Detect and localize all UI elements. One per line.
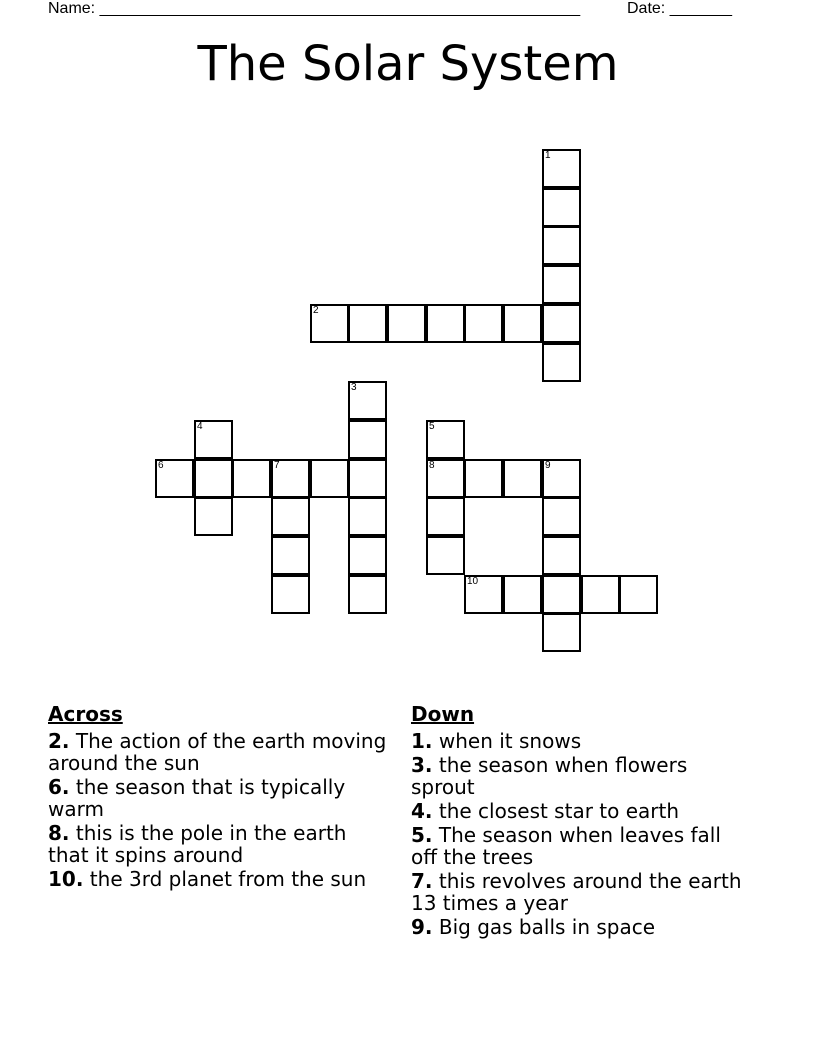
clue-text: the closest star to earth [432,799,680,823]
crossword-cell[interactable] [194,459,233,498]
crossword-cell[interactable] [542,536,581,575]
clue-number: 9 [545,460,551,471]
clue-text: The action of the earth moving around the sun [48,729,387,775]
clue-number: 8. [48,821,70,845]
clue-number: 6 [158,460,164,471]
clue-number: 10 [467,576,479,587]
crossword-cell[interactable] [310,459,349,498]
clue-number: 4 [197,421,203,432]
crossword-cell[interactable] [348,536,387,575]
across-clues [48,702,388,892]
crossword-cell[interactable] [542,459,581,498]
across-clue-list [48,730,388,890]
down-clue [411,730,751,752]
across-heading: Across [48,702,123,726]
crossword-cell[interactable] [542,188,581,227]
crossword-cell[interactable] [581,575,620,614]
crossword-cell[interactable] [348,459,387,498]
crossword-cell[interactable] [271,497,310,536]
clue-number: 10. [48,867,84,891]
crossword-cell[interactable] [155,459,194,498]
clue-number: 4. [411,799,433,823]
across-clue [48,868,388,890]
crossword-cell[interactable] [348,497,387,536]
crossword-cell[interactable] [542,497,581,536]
crossword-cell[interactable] [426,304,465,343]
crossword-cell[interactable] [542,149,581,188]
crossword-cell[interactable] [542,343,581,382]
crossword-cell[interactable] [503,459,542,498]
crossword-cell[interactable] [542,613,581,652]
crossword-cell[interactable] [348,420,387,459]
down-heading: Down [411,702,475,726]
clue-text: the 3rd planet from the sun [83,867,367,891]
crossword-cell[interactable] [348,381,387,420]
clue-number: 3 [351,382,357,393]
down-clues [411,702,751,940]
crossword-cell[interactable] [232,459,271,498]
clue-number: 2 [313,305,319,316]
clue-number: 7 [274,460,280,471]
clue-text: this is the pole in the earth that it spins around [48,821,347,867]
crossword-cell[interactable] [271,536,310,575]
across-clue [48,730,388,774]
crossword-cell[interactable] [271,575,310,614]
clue-number: 6. [48,775,70,799]
crossword-cell[interactable] [464,575,503,614]
clue-number: 9. [411,915,433,939]
crossword-cell[interactable] [194,497,233,536]
crossword-cell[interactable] [542,304,581,343]
clue-number: 1. [411,729,433,753]
crossword-cell[interactable] [542,265,581,304]
crossword-cell[interactable] [194,420,233,459]
clue-number: 5 [429,421,435,432]
down-clue [411,824,751,868]
down-clue [411,870,751,914]
name-field-label: Name: ______________________________________________________ [48,0,581,17]
clue-number: 7. [411,869,433,893]
crossword-cell[interactable] [542,226,581,265]
crossword-cell[interactable] [426,459,465,498]
crossword-cell[interactable] [503,304,542,343]
down-clue [411,800,751,822]
clue-text: the season when flowers sprout [411,753,688,799]
crossword-cell[interactable] [503,575,542,614]
across-clue [48,776,388,820]
crossword-cell[interactable] [426,536,465,575]
crossword-cell[interactable] [542,575,581,614]
crossword-cell[interactable] [426,420,465,459]
clue-text: when it snows [432,729,582,753]
crossword-cell[interactable] [348,575,387,614]
crossword-cell[interactable] [348,304,387,343]
down-clue [411,754,751,798]
across-clue [48,822,388,866]
down-clue-list [411,730,751,938]
crossword-cell[interactable] [464,459,503,498]
crossword-cell[interactable] [464,304,503,343]
crossword-cell[interactable] [426,497,465,536]
crossword-cell[interactable] [387,304,426,343]
clue-text: this revolves around the earth 13 times a year [411,869,742,915]
crossword-cell[interactable] [271,459,310,498]
clue-text: The season when leaves fall off the trees [411,823,721,869]
clue-number: 1 [545,150,551,161]
clue-number: 3. [411,753,433,777]
date-field-label: Date: _______ [627,0,732,17]
down-clue [411,916,751,938]
clue-text: the season that is typically warm [48,775,346,821]
clue-number: 5. [411,823,433,847]
crossword-cell[interactable] [310,304,349,343]
clue-text: Big gas balls in space [432,915,656,939]
clue-number: 8 [429,460,435,471]
page-title: The Solar System [197,36,619,92]
clue-number: 2. [48,729,70,753]
crossword-cell[interactable] [619,575,658,614]
